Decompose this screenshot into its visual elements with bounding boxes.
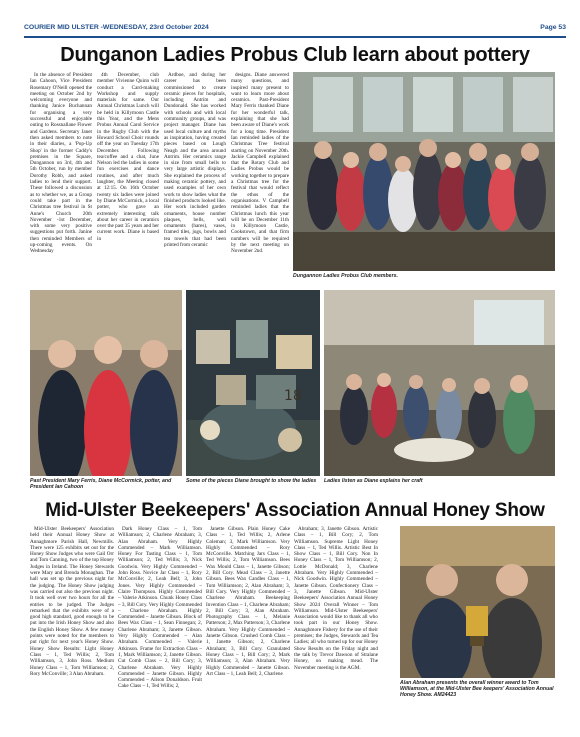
house-number-plaque-digits: 18 [284,388,302,404]
probus-presidents-caption: Past President Mary Ferris, Diane McCormick, potter, and President Ian Cahoon [30,478,172,490]
header-rule [24,36,566,38]
probus-column-4: designs. Diane answered many questions, and inspired many present to want to learn more about ceramics. Past-President Mary Ferris thanked Diane for her wonderful talk, explaining that she had been aware of Diane's work for a long time. President Ian reminded ladies of the Christmas Tree festival starting on November 20th. Jackie Campbell explained that the Rotary Club and Ladies Probus would be working together to prepare a Christmas tree for the festival that would reflect the ethos of the organisations. V Campbell reminded ladies that the Christmas lunch this year will be on December 11th in Killymoon Castle, Cookstown, and that firm numbers will be required by the next meeting on November 2nd. [231,72,289,255]
probus-members-photo [293,72,555,271]
bees-column-3: Janette Gibson. Plain Honey Cake Class – 1, Ted Willis; 2, Arlene Coleman; 3, Mark Williamson. Very Highly Commended – Rory McConville. Matching Jars Class – 1, Ted Willis; 2, Tom Williamson. Bees Wax Mould Class – 1, Janette Gibson; 2, Bill Cory. Mead Class – 3, Janette Gibson. Bees Wax Candles Class – 1, Tom Williamson; 2, Alan Abraham; 3, Bill Cory. Very Highly Commended – Charlene Abraham. Beekeeping Invention Class – 1, Charlene Abraham; 2, Bill Cory; 3, Alan Abraham. Photography Class – 1, Melanie Patterson; 2, Max Patterson; 3, Charlene Abraham. Very Highly Commended – Janette Gibson. Crushed Comb Class – 1, Janette Gibson; 2, Charlene Abraham; 3, Bill Cory. Granulated Honey Class – 1, Bill Cory; 2, Mark Williamson; 3, Alan Abraham. Very Highly Commended – Janette Gibson. Art Class – 1, Leah Bell; 2, Charlene [206,526,290,677]
probus-column-1: In the absence of President Ian Cahoon, Vice President Rosemary O'Neill opened the meeting on October 2nd by welcoming everyone and thanking Janice Buchannan for organising a very successful and enjoyable outing to Rossnallane Flower and Gardens. Secretary Janet then asked members to note in their diaries, a 'Pop-Up Shop' in the former Caddy's premises in the Square, Dungannon on 3rd, 4th and 5th October, run by member Dorothy Robb, and asked ladies to lend their support. These followed a discussion as to whether we, as a Group could take part in the Christmas tree festival in St Anne's Church 20th November -1st December, with some very positive suggestions put forth. Janine then reminded Members of up-coming events. On Wednesday [30,72,92,255]
pottery-pieces-caption: Some of the pieces Diane brought to show the ladies [186,478,317,484]
honey-show-award-photo [400,526,555,678]
beekeepers-headline: Mid-Ulster Beekeepers' Association Annual Honey Show [45,500,545,521]
probus-column-2: 4th December, club member Vivienne Quinn will conduct a Card-making Workshop and supply materials for same. Our Annual Christmas Lunch will be held in Killymoon Castle this Year, and the Mens Probus Annual Carol Service in the Rugby Club with the Howard School Choir rounds off the year on Tuesday 17th December. Following tea/coffee and a chat, June Nelson led the ladies in some fun exercises and dance routines, and after much laughter, the Meeting closed at 12:15. On 16th October twenty six ladies were joined by Diane McCormick, a local potter, who gave an extremely interesting talk about her career in ceramics over the past 35 years and her current work. Diane is based in [97,72,159,242]
probus-column-3: Ardboe, and during her career has been commissioned to create ceramic pieces for hospitals, including Antrim and Dundonald. She has worked with schools and with local community groups, and was project manager. Diane has used local culture and myths as inspiration, having created pieces based on Lough Neagh and the area around Antrim. Her ceramics range in size from small bells to very large artistic displays. She explained the process of making ceramic pottery, and used examples of her own work to show ladies what the finished products looked like. Her work included garden ornaments, house number plaques, bells, wall ornaments (hares), vases, framed tiles, jugs, bowls and tea towels that had been printed from ceramic [164,72,226,249]
probus-members-caption: Dungannon Ladies Probus Club members. [293,273,398,279]
bees-column-2: Dark Honey Class – 1, Tom Williamson; 2, Charlene Abraham; 3, Alan Abraham. Very Highly Commended – Mark Williamson. Honey For Tasting Class – 1, Tom Williamson; 2, Ted Willis; 3, Nick Goodwin. Very Highly Commended – John Ross. Novice Jar Class – 1, Rory McConville; 2, Leah Bell; 3, John Jones. Very Highly Commended – Claire Thompson. Highly Commended – Valerie Atkinson. Chunk Honey Class – 3, Bill Cory. Very Highly Commended – Charlene Abraham. Highly Commended – Janette Gibson. Block of Bees Wax Class – 1, Sean Finnegan; 2, Charlene Abraham; 3, Janette Gibson. Very Highly Commended – Alan Abraham. Commended – Valerie Atkinson. Frame for Extraction Class – 1, Mark Williamson; 2, Janette Gibson. Cut Comb Class – 2, Bill Cory; 3, Charlene Abraham. Very Highly Commended – Janette Gibson. Highly Commended – Alison Donaldson. Fruit Cake Class – 1, Ted Willis; 2, [118,526,202,690]
page-number: Page 53 [540,24,566,31]
publication-dateline: COURIER MID ULSTER -WEDNESDAY, 23rd October 2024 [24,24,209,31]
pottery-pieces-photo [186,290,320,476]
ladies-listening-photo [324,290,555,476]
page-header [24,24,566,36]
probus-presidents-photo [30,290,182,476]
bees-column-4: Abraham; 3, Janette Gibson. Artistic Class – 1, Bill Cory; 2, Tom Williamson. Supreme Light Honey Class – 1, Ted Willis. Artistic Best In Show Class – 1, Bill Cory. Non In Honey Class – 1, Tom Williamson; 2, Lottie McDonald; 3, Charlene Abraham. Very Highly Commended – Nick Goodwin. Highly Commended – Janette Gibson. Confectionery Class – 3, Janette Gibson. Mid-Ulster Beekeepers' Association Annual Honey Show 2024 Overall Winner – Tom Williamson. Mid-Ulster Beekeepers' Association would like to thank all who took part in our Honey Show. Annaghmore Fishery for the use of their premises; the Judges, Stewards and Tea Ladies; all who turned up for our Honey Show Results on the Friday night and the talk by Trevor Dawson of Stralane Honey, on making mead. The November meeting is the AGM. [294,526,378,671]
bees-column-1: Mid-Ulster Beekeepers' Association held their Annual Honey Show at Annaghmore Parish Hall, Newmills. There were 125 exhibits set out for the Honey Show Judges who were Gail Orr and Tom Canning, two of the top Honey Judges in Ireland. The Honey Stewards were Mary and Brenda Monaghan. The hall was set up the previous night for the judging. The Honey Show judging was carried out also the previous night. It took well over two hours for all the entries to be judged. The Judges remarked that the exhibits were of a good high standard, good enough to be put into the Irish Honey Show and also the English Honey Show. A few money points were noted for the members to put right for next year's Honey Show. Honey Show Results: Light Honey Class – 1, Ted Willis; 2, Tom Williamson, 3, John Ross. Medium Honey Class – 1, Tom Williamson; 2, Rory McConville; 3 Alan Abraham. [30,526,114,677]
honey-show-award-caption: Alan Abraham presents the overall winner award to Tom Williamson, at the Mid-Ulster Bee keepers' Association Annual Honey Show. AM24423 [400,680,554,698]
probus-headline: Dunganon Ladies Probus Club learn about pottery [60,44,530,66]
ladies-listening-caption: Ladies listen as Diane explains her craft [324,478,423,484]
